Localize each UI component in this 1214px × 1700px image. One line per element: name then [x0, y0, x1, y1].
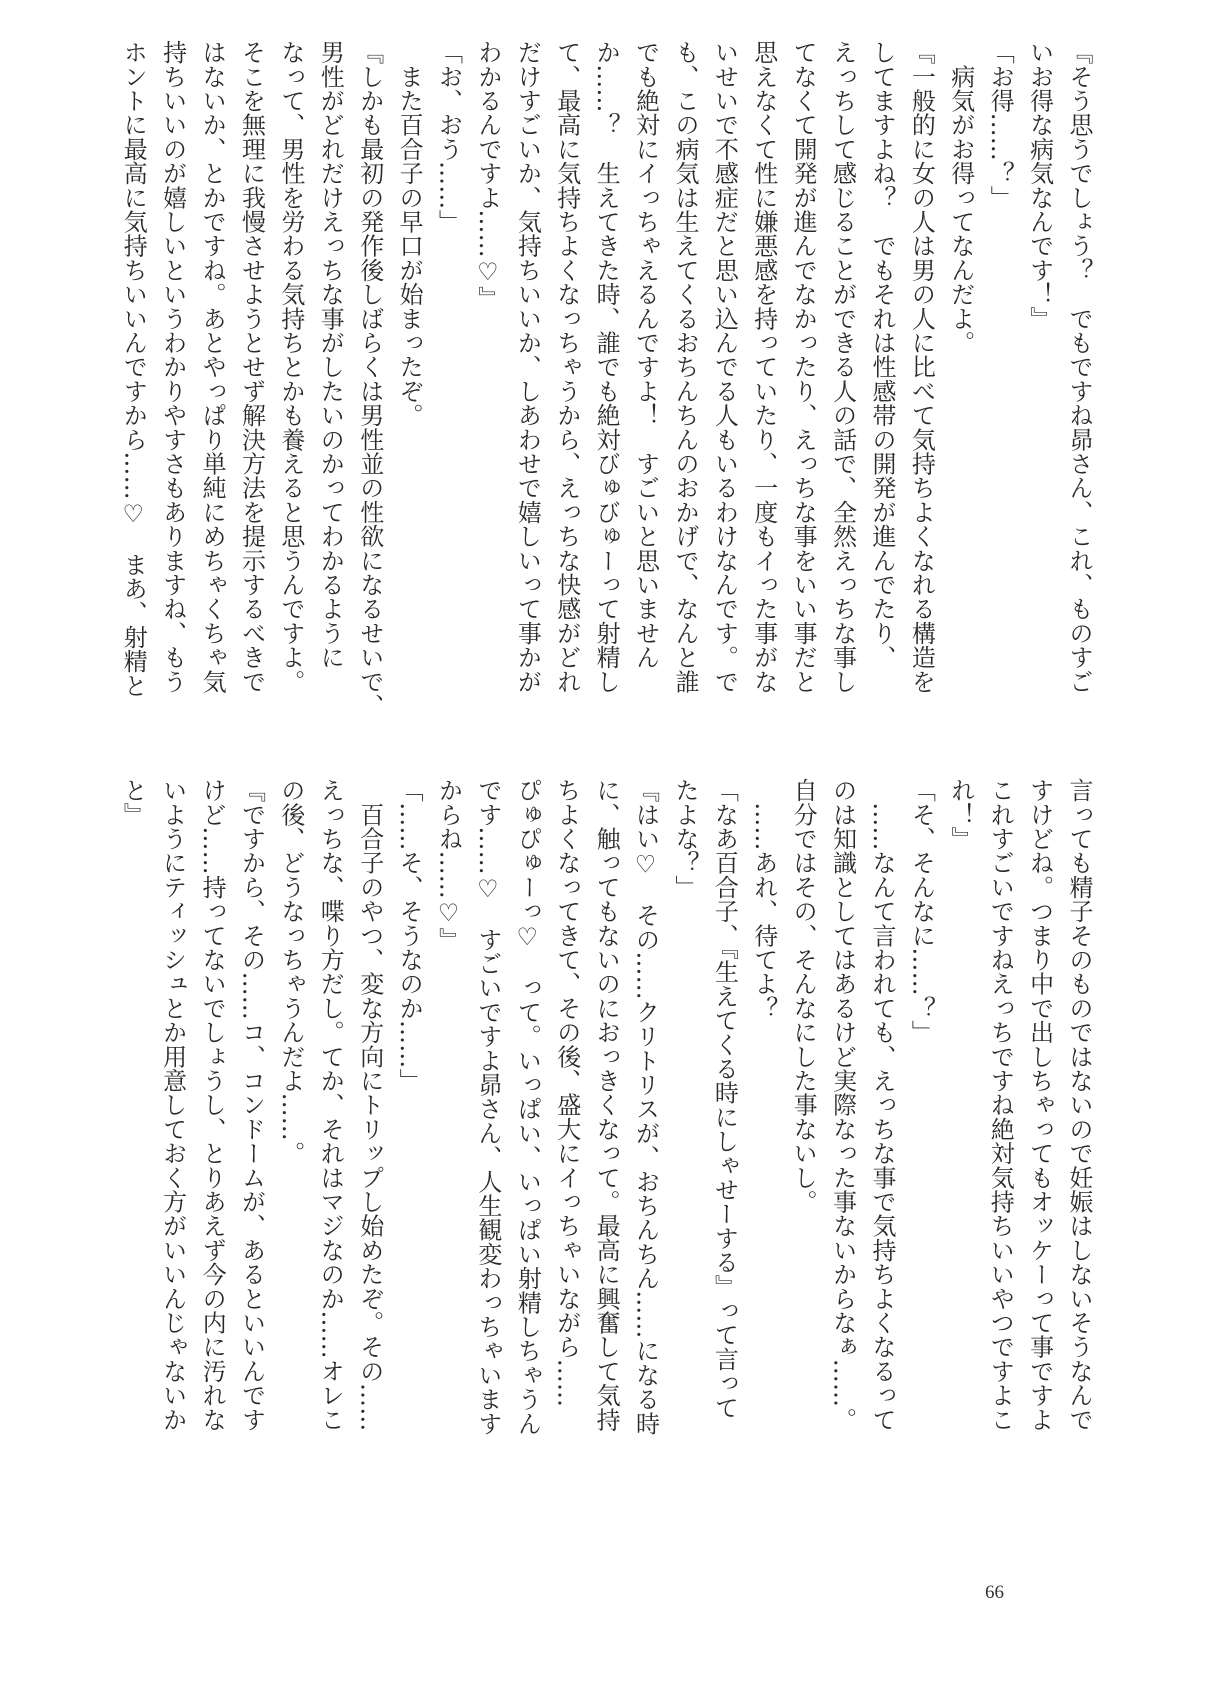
text-column: してますよね？ でもそれは性感帯の開発が進んでたり、: [867, 40, 896, 670]
text-column: これすごいですねえっちですね絶対気持ちいいやつですよこ: [986, 778, 1015, 1432]
text-column: 持ちいいのが嬉しいというわかりやすさもありますね、もう: [158, 40, 187, 694]
text-column: たよな？」: [670, 778, 699, 899]
text-column: はないか、とかですね。あとやっぱり単純にめちゃくちゃ気: [198, 40, 227, 694]
text-column: 「……そ、そうなのか……」: [395, 778, 424, 1093]
text-column: か……？ 生えてきた時、誰でも絶対びゅびゅーって射精し: [592, 40, 621, 694]
text-column: いせいで不感症だと思い込んでる人もいるわけなんです。で: [710, 40, 739, 694]
text-column: て、最高に気持ちよくなっちゃうから、えっちな快感がどれ: [552, 40, 581, 694]
text-column: です……♡ すごいですよ昴さん、人生観変わっちゃいます: [473, 778, 502, 1436]
text-column: 男性がどれだけえっちな事がしたいのかってわかるように: [316, 40, 345, 670]
text-column: 「なあ百合子、『生えてくる時にしゃせーする』って言って: [710, 778, 739, 1420]
text-column: ぴゅぴゅーっ♡ って。いっぱい、いっぱい射精しちゃうん: [513, 778, 542, 1436]
text-column: 『ですから、その……コ、コンドームが、あるといいんです: [237, 778, 266, 1432]
text-column: てなくて開発が進んでなかったり、えっちな事をいい事だと: [789, 40, 818, 694]
text-column: の後、どうなっちゃうんだよ……。: [276, 778, 305, 1166]
text-column: えっちして感じることができる人の話で、全然えっちな事し: [828, 40, 857, 694]
text-column: ちよくなってきて、その後、盛大にイっちゃいながら……: [552, 778, 581, 1408]
text-column: いようにティッシュとか用意しておく方がいいんじゃないか: [158, 778, 187, 1432]
text-column: ……あれ、待てよ？: [749, 778, 778, 1020]
text-column: に、触ってもないのにおっきくなって。最高に興奮して気持: [592, 778, 621, 1432]
text-column: 『しかも最初の発作後しばらくは男性並の性欲になるせいで、: [355, 40, 384, 718]
text-column: 『はい♡ その……クリトリスが、おちんちん……になる時: [631, 778, 660, 1436]
text-column: 思えなくて性に嫌悪感を持っていたり、一度もイった事がな: [749, 40, 778, 694]
text-column: 「お、おう……」: [434, 40, 463, 234]
text-column: えっちな、喋り方だし。てか、それはマジなのか……オレこ: [316, 778, 345, 1432]
text-column: わかるんですよ……♡』: [473, 40, 502, 311]
text-block-bottom: [113, 778, 1098, 1548]
text-column: でも絶対にイっちゃえるんですよ！ すごいと思いません: [631, 40, 660, 670]
text-column: そこを無理に我慢させようとせず解決方法を提示するべきで: [237, 40, 266, 694]
text-column: だけすごいか、気持ちいいか、しあわせで嬉しいって事かが: [513, 40, 542, 694]
text-column: のは知識としてはあるけど実際なった事ないからなぁ……。: [828, 778, 857, 1432]
text-column: れ！』: [946, 778, 975, 851]
text-column: けど……持ってないでしょうし、とりあえず今の内に汚れな: [198, 778, 227, 1432]
text-column: なって、男性を労わる気持ちとかも養えると思うんですよ。: [276, 40, 305, 694]
text-column: ……なんて言われても、えっちな事で気持ちよくなるって: [867, 778, 896, 1432]
text-column: と』: [119, 778, 148, 827]
text-column: 病気がお得ってなんだよ。: [946, 40, 975, 355]
text-column: 言っても精子そのものではないので妊娠はしないそうなんで: [1065, 778, 1093, 1432]
text-column: 自分ではその、そんなにした事ないし。: [789, 778, 818, 1214]
page-number: 66: [985, 1582, 1004, 1603]
text-column: からね……♡』: [434, 778, 463, 952]
text-column: いお得な病気なんです！』: [1025, 40, 1054, 331]
text-column: 「そ、そんなに……？」: [907, 778, 936, 1045]
text-block-top: [113, 40, 1098, 718]
text-column: 百合子のやつ、変な方向にトリップし始めたぞ。その……: [355, 778, 384, 1432]
text-column: ホントに最高に気持ちいいんですから……♡ まあ、射精と: [119, 40, 148, 698]
text-column: も、この病気は生えてくるおちんちんのおかげで、なんと誰: [670, 40, 699, 694]
text-column: 「お得……？」: [986, 40, 1015, 210]
text-column: 『そう思うでしょう？ でもですね昴さん、これ、ものすご: [1065, 40, 1093, 694]
text-column: 『一般的に女の人は男の人に比べて気持ちよくなれる構造を: [907, 40, 936, 694]
text-column: また百合子の早口が始まったぞ。: [395, 40, 424, 428]
text-column: すけどね。つまり中で出しちゃってもオッケーって事ですよ: [1025, 778, 1054, 1432]
